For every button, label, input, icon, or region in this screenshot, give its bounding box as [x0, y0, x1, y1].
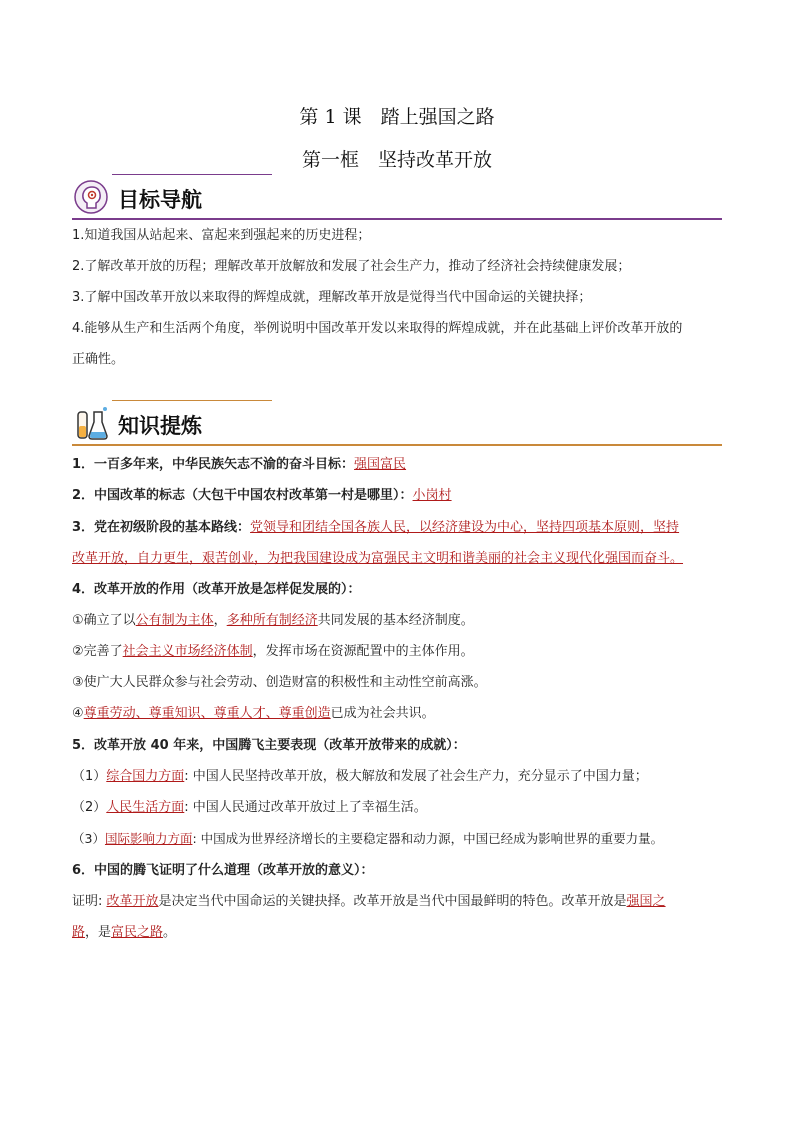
q4-question: 4．改革开放的作用（改革开放是怎样促发展的）： — [72, 582, 361, 597]
goals-heading-label: 目标导航 — [118, 188, 202, 212]
lab-flask-icon — [72, 404, 110, 442]
q5-question: 5．改革开放 40 年来，中国腾飞主要表现（改革开放带来的成就）： — [72, 738, 466, 753]
frame-title: 第一框 坚持改革开放 — [301, 149, 492, 171]
q5-l1-answer: 综合国力方面 — [106, 769, 185, 784]
q5-l2-post: : 中国人民通过改革开放过上了幸福生活。 — [184, 800, 427, 815]
q4-l4-post: 已成为社会共识。 — [330, 706, 435, 721]
q4-l4-answer: 尊重劳动、尊重知识、尊重人才、尊重创造 — [83, 706, 331, 721]
q6-answer1: 改革开放 — [106, 894, 159, 909]
knowledge-top-rule — [112, 400, 272, 401]
q3-answer-line1: 党领导和团结全国各族人民，以经济建设为中心，坚持四项基本原则，坚持 — [250, 520, 680, 535]
q4-line4 — [72, 698, 724, 729]
q5-l3-answer: 国际影响力方面 — [104, 831, 193, 846]
q5-l2-pre: （2） — [72, 800, 107, 815]
q4-l1-mid: ， — [213, 613, 227, 628]
q6-answer3: 富民之路 — [111, 925, 164, 940]
q4-l2-post: ，发挥市场在资源配置中的主体作用。 — [252, 644, 474, 659]
knowledge-q3-cont — [72, 543, 724, 574]
q4-l1-post: 共同发展的基本经济制度。 — [317, 613, 474, 628]
q5-l3-pre: （3） — [72, 831, 105, 846]
q6-mid2: ，是 — [85, 925, 112, 940]
goal-item-4-cont: 正确性。 — [72, 352, 125, 367]
knowledge-q2 — [72, 480, 724, 511]
q4-l1-pre: ①确立了以 — [72, 613, 136, 628]
goal-item-3: 3.了解中国改革开放以来取得的辉煌成就，理解改革开放是觉得当代中国命运的关键抉择； — [72, 290, 592, 305]
lesson-title: 第 1 课 踏上强国之路 — [299, 106, 495, 128]
q2-answer: 小岗村 — [412, 488, 452, 503]
q6-question: 6．中国的腾飞证明了什么道理（改革开放的意义）： — [72, 863, 374, 878]
q4-l2-pre: ②完善了 — [72, 644, 123, 659]
q4-line1 — [72, 605, 724, 636]
q1-answer: 强国富民 — [354, 457, 407, 472]
q6-answer2-part2: 路 — [72, 925, 86, 940]
goal-item-2: 2.了解改革开放的历程；理解改革开放解放和发展了社会生产力，推动了经济社会持续健康发展； — [72, 259, 631, 274]
q5-l2-answer: 人民生活方面 — [106, 800, 185, 815]
q4-line3: ③使广大人民群众参与社会劳动、创造财富的积极性和主动性空前高涨。 — [72, 675, 487, 690]
q4-l2-answer: 社会主义市场经济体制 — [122, 644, 253, 659]
q4-l1-answer2: 多种所有制经济 — [226, 613, 318, 628]
q4-l1-answer1: 公有制为主体 — [135, 613, 214, 628]
q4-line2 — [72, 636, 724, 667]
goal-item-4: 4.能够从生产和生活两个角度，举例说明中国改革开发以来取得的辉煌成就，并在此基础上评价改革开放的 — [72, 321, 683, 336]
q5-l3-post: : 中国成为世界经济增长的主要稳定器和动力源，中国已经成为影响世界的重要力量。 — [192, 831, 664, 846]
q6-end: 。 — [163, 925, 177, 940]
q4-l4-pre: ④ — [72, 706, 84, 721]
knowledge-heading — [72, 400, 722, 446]
knowledge-bottom-rule — [72, 444, 722, 446]
knowledge-q3 — [72, 512, 724, 543]
knowledge-heading-label: 知识提炼 — [118, 414, 202, 438]
goal-item-1: 1.知道我国从站起来、富起来到强起来的历史进程； — [72, 228, 371, 243]
q3-question: 3．党在初级阶段的基本路线： — [72, 520, 251, 535]
brain-target-icon — [72, 178, 110, 216]
q5-line1 — [72, 761, 724, 792]
q6-pre: 证明: — [72, 894, 107, 909]
q5-line3 — [72, 823, 724, 854]
goals-top-rule — [112, 174, 272, 175]
goals-heading — [72, 174, 722, 220]
q6-line2 — [72, 917, 724, 948]
q5-l1-pre: （1） — [72, 769, 107, 784]
q1-question: 1．一百多年来，中华民族矢志不渝的奋斗目标： — [72, 457, 355, 472]
knowledge-q1 — [72, 449, 724, 480]
q6-line1 — [72, 886, 724, 917]
q5-line2 — [72, 792, 724, 823]
q3-answer-line2: 改革开放，自力更生，艰苦创业，为把我国建设成为富强民主文明和谐美丽的社会主义现代化强国而奋斗。 — [72, 551, 684, 566]
q2-question: 2．中国改革的标志（大包干中国农村改革第一村是哪里）： — [72, 488, 413, 503]
q6-mid: 是决定当代中国命运的关键抉择。改革开放是当代中国最鲜明的特色。改革开放是 — [158, 894, 627, 909]
q6-answer2-part1: 强国之 — [626, 894, 666, 909]
q5-l1-post: : 中国人民坚持改革开放，极大解放和发展了社会生产力，充分显示了中国力量； — [184, 769, 648, 784]
